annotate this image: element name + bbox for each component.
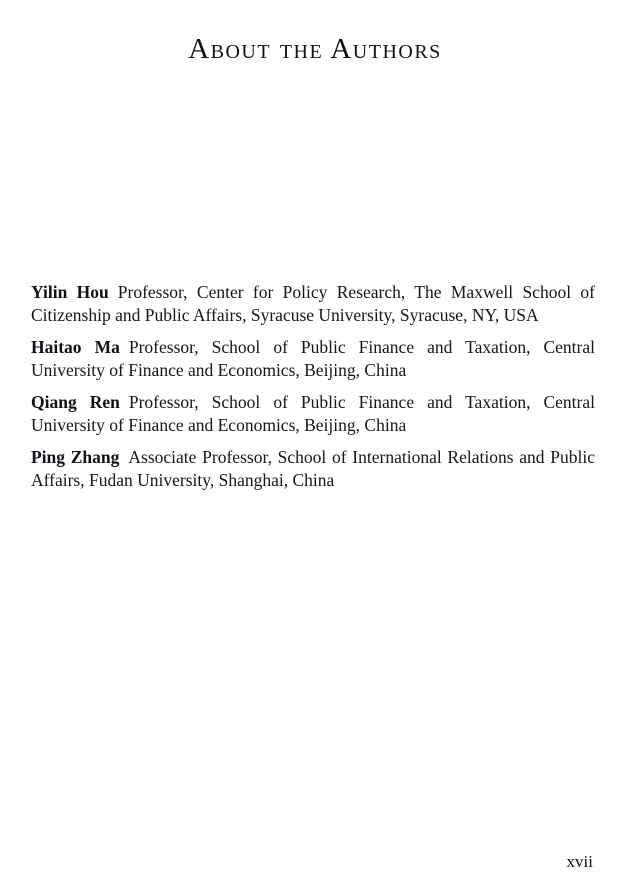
author-entry bbox=[31, 446, 595, 492]
page-number: xvii bbox=[566, 852, 593, 871]
author-bio: Professor, School of Public Finance and Taxation, Central University of Finance and Economics, Beijing, China bbox=[31, 392, 595, 435]
author-entry bbox=[31, 391, 595, 437]
page-title: About the Authors bbox=[188, 33, 442, 66]
author-name: Ping Zhang bbox=[31, 447, 120, 467]
author-name: Yilin Hou bbox=[31, 282, 109, 302]
author-name: Haitao Ma bbox=[31, 337, 120, 357]
author-bio: Associate Professor, School of International Relations and Public Affairs, Fudan University, Shanghai, China bbox=[31, 447, 595, 490]
author-entry bbox=[31, 281, 595, 327]
authors-list bbox=[31, 281, 595, 501]
author-bio: Professor, Center for Policy Research, The Maxwell School of Citizenship and Public Affairs, Syracuse University, Syracuse, NY, USA bbox=[31, 282, 595, 325]
author-entry bbox=[31, 336, 595, 382]
author-name: Qiang Ren bbox=[31, 392, 120, 412]
author-bio: Professor, School of Public Finance and Taxation, Central University of Finance and Economics, Beijing, China bbox=[31, 337, 595, 380]
